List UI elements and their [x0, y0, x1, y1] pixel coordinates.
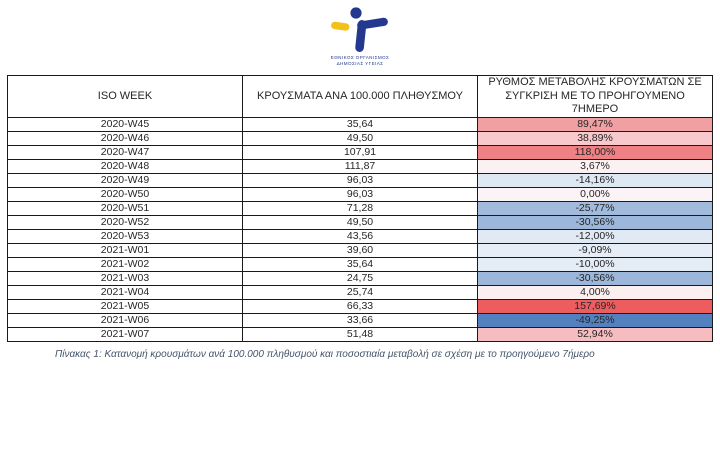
- cases-per-100k-cell: 24,75: [243, 271, 478, 285]
- cases-per-100k-cell: 96,03: [243, 173, 478, 187]
- table-row: [8, 117, 713, 131]
- change-rate-cell: 4,00%: [478, 285, 713, 299]
- table-row: [8, 159, 713, 173]
- table-row: [8, 145, 713, 159]
- table-row: [8, 299, 713, 313]
- logo-yellow-arm: [331, 21, 350, 31]
- change-rate-cell: -30,56%: [478, 215, 713, 229]
- iso-week-cell: 2021-W02: [8, 257, 243, 271]
- change-rate-cell: -14,16%: [478, 173, 713, 187]
- iso-week-cell: 2020-W46: [8, 131, 243, 145]
- change-rate-cell: -25,77%: [478, 201, 713, 215]
- cases-per-100k-cell: 66,33: [243, 299, 478, 313]
- cases-per-100k-cell: 51,48: [243, 327, 478, 341]
- cases-per-100k-cell: 35,64: [243, 257, 478, 271]
- table-row: [8, 187, 713, 201]
- table-row: [8, 201, 713, 215]
- change-rate-cell: 89,47%: [478, 117, 713, 131]
- logo-head: [350, 7, 361, 18]
- iso-week-cell: 2020-W53: [8, 229, 243, 243]
- column-header-iso-week: ISO WEEK: [8, 76, 243, 118]
- table-row: [8, 271, 713, 285]
- cases-table: [7, 75, 713, 342]
- change-rate-cell: 52,94%: [478, 327, 713, 341]
- logo-body: [355, 20, 367, 53]
- table-row: [8, 173, 713, 187]
- logo-org-name-line2: ΔΗΜΟΣΙΑΣ ΥΓΕΙΑΣ: [336, 61, 384, 66]
- logo-org-name-line1: ΕΘΝΙΚΟΣ ΟΡΓΑΝΙΣΜΟΣ: [330, 55, 390, 60]
- iso-week-cell: 2020-W51: [8, 201, 243, 215]
- change-rate-cell: 0,00%: [478, 187, 713, 201]
- change-rate-cell: -30,56%: [478, 271, 713, 285]
- table-row: [8, 243, 713, 257]
- table-row: [8, 215, 713, 229]
- cases-per-100k-cell: 35,64: [243, 117, 478, 131]
- column-header-change-rate: ΡΥΘΜΟΣ ΜΕΤΑΒΟΛΗΣ ΚΡΟΥΣΜΑΤΩΝ ΣΕ ΣΥΓΚΡΙΣΗ ΜΕ ΤΟ ΠΡΟΗΓΟΥΜΕΝΟ 7ΗΜΕΡΟ: [478, 76, 713, 118]
- iso-week-cell: 2020-W52: [8, 215, 243, 229]
- iso-week-cell: 2020-W49: [8, 173, 243, 187]
- cases-per-100k-cell: 111,87: [243, 159, 478, 173]
- iso-week-cell: 2021-W05: [8, 299, 243, 313]
- cases-per-100k-cell: 49,50: [243, 215, 478, 229]
- change-rate-cell: 38,89%: [478, 131, 713, 145]
- cases-per-100k-cell: 39,60: [243, 243, 478, 257]
- cases-per-100k-cell: 49,50: [243, 131, 478, 145]
- iso-week-cell: 2021-W03: [8, 271, 243, 285]
- iso-week-cell: 2021-W01: [8, 243, 243, 257]
- cases-table-header: [8, 76, 713, 118]
- iso-week-cell: 2021-W06: [8, 313, 243, 327]
- table-row: [8, 131, 713, 145]
- iso-week-cell: 2020-W45: [8, 117, 243, 131]
- iso-week-cell: 2020-W50: [8, 187, 243, 201]
- table-row: [8, 257, 713, 271]
- cases-per-100k-cell: 25,74: [243, 285, 478, 299]
- change-rate-cell: -9,09%: [478, 243, 713, 257]
- change-rate-cell: -10,00%: [478, 257, 713, 271]
- change-rate-cell: 118,00%: [478, 145, 713, 159]
- table-row: [8, 313, 713, 327]
- table-row: [8, 327, 713, 341]
- table-caption: Πίνακας 1: Κατανομή κρουσμάτων ανά 100.000 πληθυσμού και ποσοστιαία μεταβολή σε σχέση με το προηγούμενο 7ήμερο: [55, 349, 595, 360]
- cases-per-100k-cell: 107,91: [243, 145, 478, 159]
- iso-week-cell: 2020-W47: [8, 145, 243, 159]
- change-rate-cell: -12,00%: [478, 229, 713, 243]
- cases-per-100k-cell: 96,03: [243, 187, 478, 201]
- change-rate-cell: 157,69%: [478, 299, 713, 313]
- table-row: [8, 285, 713, 299]
- cases-per-100k-cell: 71,28: [243, 201, 478, 215]
- table-row: [8, 229, 713, 243]
- cases-per-100k-cell: 43,56: [243, 229, 478, 243]
- cases-table-body: [8, 117, 713, 341]
- cases-per-100k-cell: 33,66: [243, 313, 478, 327]
- column-header-cases-per-100k: ΚΡΟΥΣΜΑΤΑ ΑΝΑ 100.000 ΠΛΗΘΥΣΜΟΥ: [243, 76, 478, 118]
- iso-week-cell: 2020-W48: [8, 159, 243, 173]
- iso-week-cell: 2021-W07: [8, 327, 243, 341]
- eody-logo-figure: [300, 4, 420, 68]
- change-rate-cell: -49,25%: [478, 313, 713, 327]
- change-rate-cell: 3,67%: [478, 159, 713, 173]
- eody-logo: [0, 4, 720, 68]
- iso-week-cell: 2021-W04: [8, 285, 243, 299]
